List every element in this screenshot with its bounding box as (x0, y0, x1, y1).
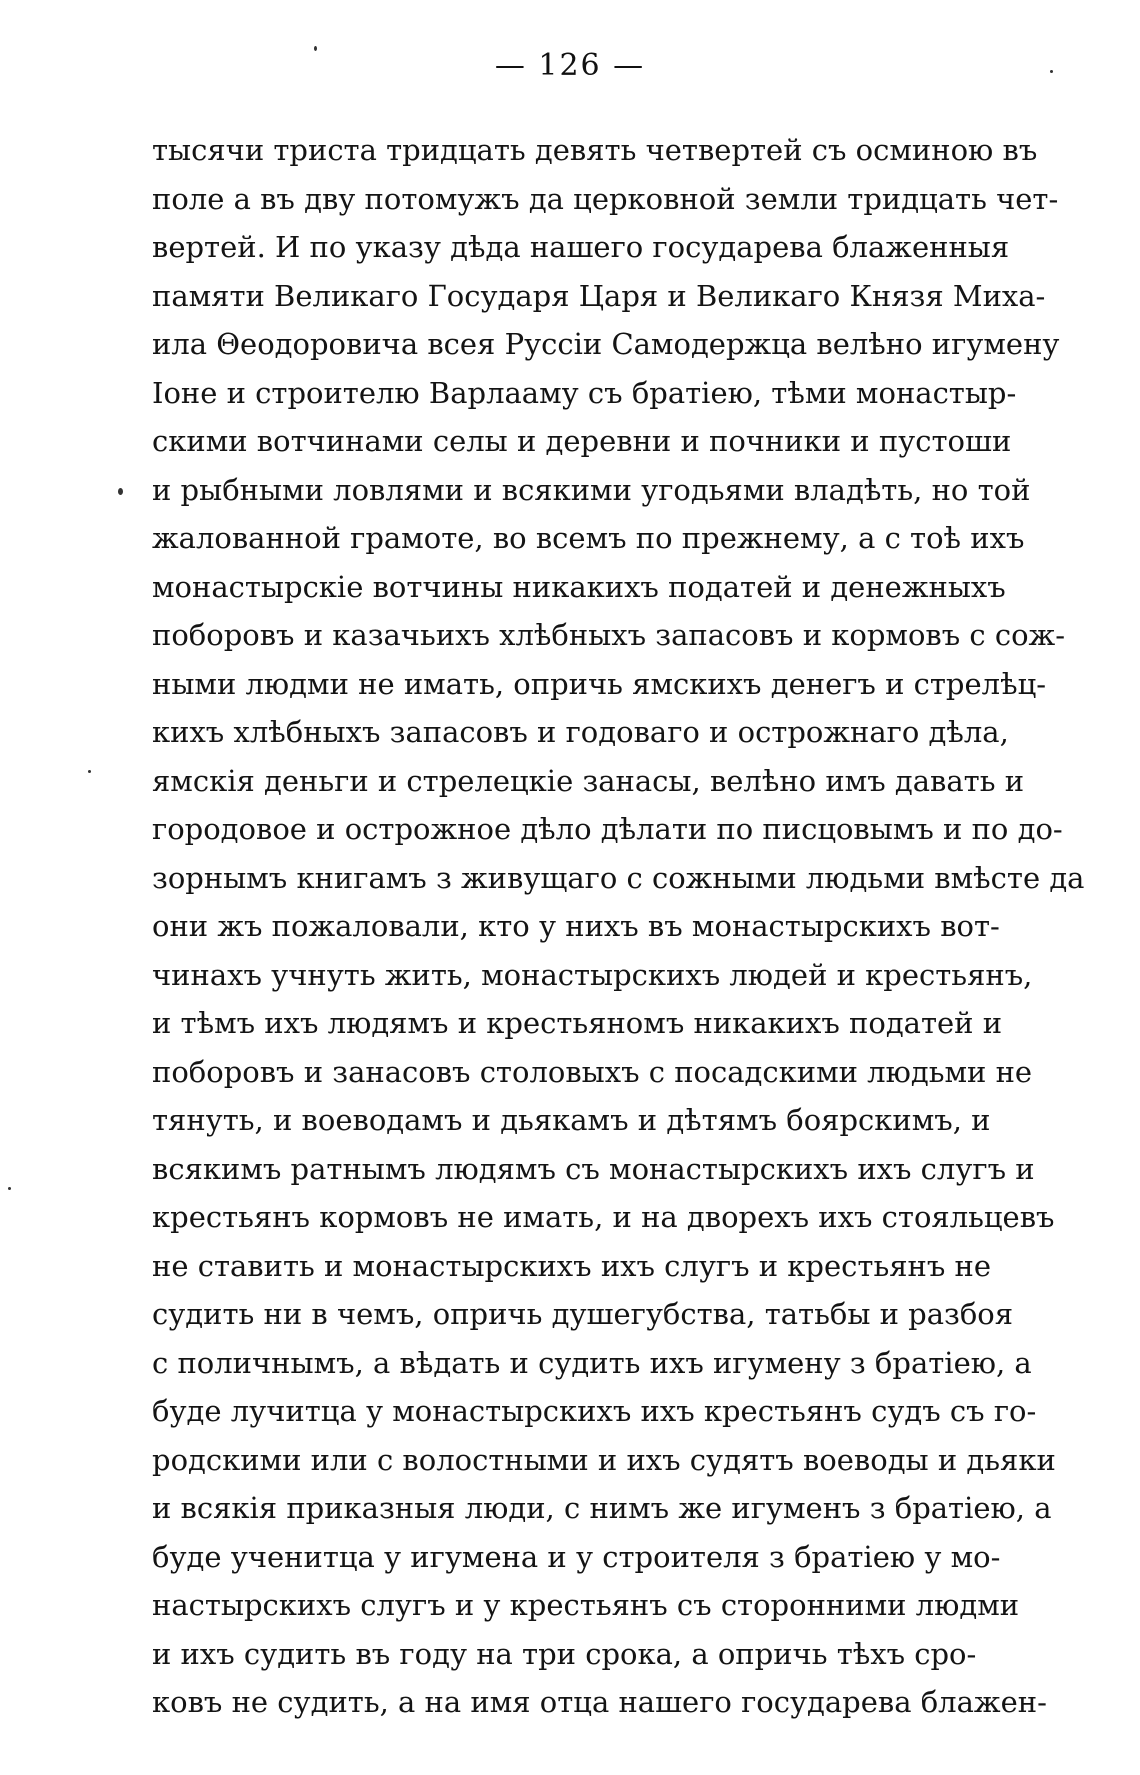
text-line: монастырскіе вотчины никакихъ податей и денежныхъ (152, 569, 1006, 604)
text-line: поборовъ и казачьихъ хлѣбныхъ запасовъ и кормовъ с сож- (152, 618, 1066, 652)
text-line: и тѣмъ ихъ людямъ и крестьяномъ никакихъ податей и (152, 1006, 1003, 1040)
text-line: родскими или с волостными и ихъ судятъ воеводы и дьяки (152, 1442, 1056, 1477)
text-line: всякимъ ратнымъ людямъ съ монастырскихъ ихъ слугъ и (152, 1151, 1035, 1186)
body-text (152, 126, 1085, 1727)
text-line: кихъ хлѣбныхъ запасовъ и годоваго и острожнаго дѣла, (152, 715, 1009, 749)
text-line: вертей. И по указу дѣда нашего государева блаженныя (152, 230, 1010, 264)
ink-speck (8, 1187, 11, 1190)
text-line: тянуть, и воеводамъ и дьякамъ и дѣтямъ боярскимъ, и (152, 1103, 991, 1137)
page-number: — 126 — (494, 48, 646, 83)
text-line: и рыбными ловлями и всякими угодьями владѣть, но той (152, 472, 1031, 507)
text-line: чинахъ учнуть жить, монастырскихъ людей и крестьянъ, (152, 957, 1033, 992)
text-line: ковъ не судить, а на имя отца нашего государева блажен- (152, 1685, 1047, 1719)
ink-speck (88, 770, 91, 773)
text-line: они жъ пожаловали, кто у нихъ въ монастырскихъ вот- (152, 909, 1000, 943)
text-line: буде лучитца у монастырскихъ ихъ крестьянъ судъ съ го- (152, 1394, 1037, 1428)
text-line: судить ни в чемъ, опричь душегубства, татьбы и разбоя (152, 1297, 1014, 1331)
text-line: настырскихъ слугъ и у крестьянъ съ сторонними людми (152, 1588, 1020, 1622)
text-line: скими вотчинами селы и деревни и почники и пустоши (152, 424, 1012, 458)
text-line: поборовъ и занасовъ столовыхъ с посадскими людьми не (152, 1054, 1033, 1089)
text-line: зорнымъ книгамъ з живущаго с сожными людьми вмѣсте да (152, 860, 1085, 895)
text-line: не ставить и монастырскихъ ихъ слугъ и крестьянъ не (152, 1248, 992, 1283)
text-line: памяти Великаго Государя Царя и Великаго Князя Миха- (152, 278, 1046, 313)
text-line: ными людми не имать, опричь ямскихъ денегъ и стрелѣц- (152, 666, 1047, 701)
text-line: жалованной грамоте, во всемъ по прежнему, а с тоѣ ихъ (152, 521, 1025, 555)
text-line: поле а въ дву потомужъ да церковной земли тридцать чет- (152, 181, 1059, 216)
text-line: крестьянъ кормовъ не имать, и на дворехъ ихъ стояльцевъ (152, 1200, 1055, 1234)
text-line: и ихъ судить въ году на три срока, а опричь тѣхъ сро- (152, 1636, 977, 1671)
text-line: ямскія деньги и стрелецкіе занасы, велѣно имъ давать и (152, 763, 1025, 798)
ink-speck (314, 46, 317, 51)
text-line: с поличнымъ, а вѣдать и судить ихъ игумену з братіею, а (152, 1345, 1032, 1380)
text-line: буде ученитца у игумена и у строителя з братіею у мо- (152, 1539, 1001, 1574)
text-line: городовое и острожное дѣло дѣлати по писцовымъ и по до- (152, 812, 1063, 846)
ink-speck (1050, 70, 1053, 73)
text-line: тысячи триста тридцать девять четвертей съ осминою въ (152, 133, 1038, 167)
text-line: Іоне и строителю Варлааму съ братіею, тѣми монастыр- (152, 375, 1017, 410)
text-line: ила Θеодоровича всея Руссіи Самодержца велѣно игумену (152, 327, 1060, 361)
ink-speck (118, 488, 123, 495)
text-line: и всякія приказныя люди, с нимъ же игуменъ з братіею, а (152, 1491, 1052, 1525)
